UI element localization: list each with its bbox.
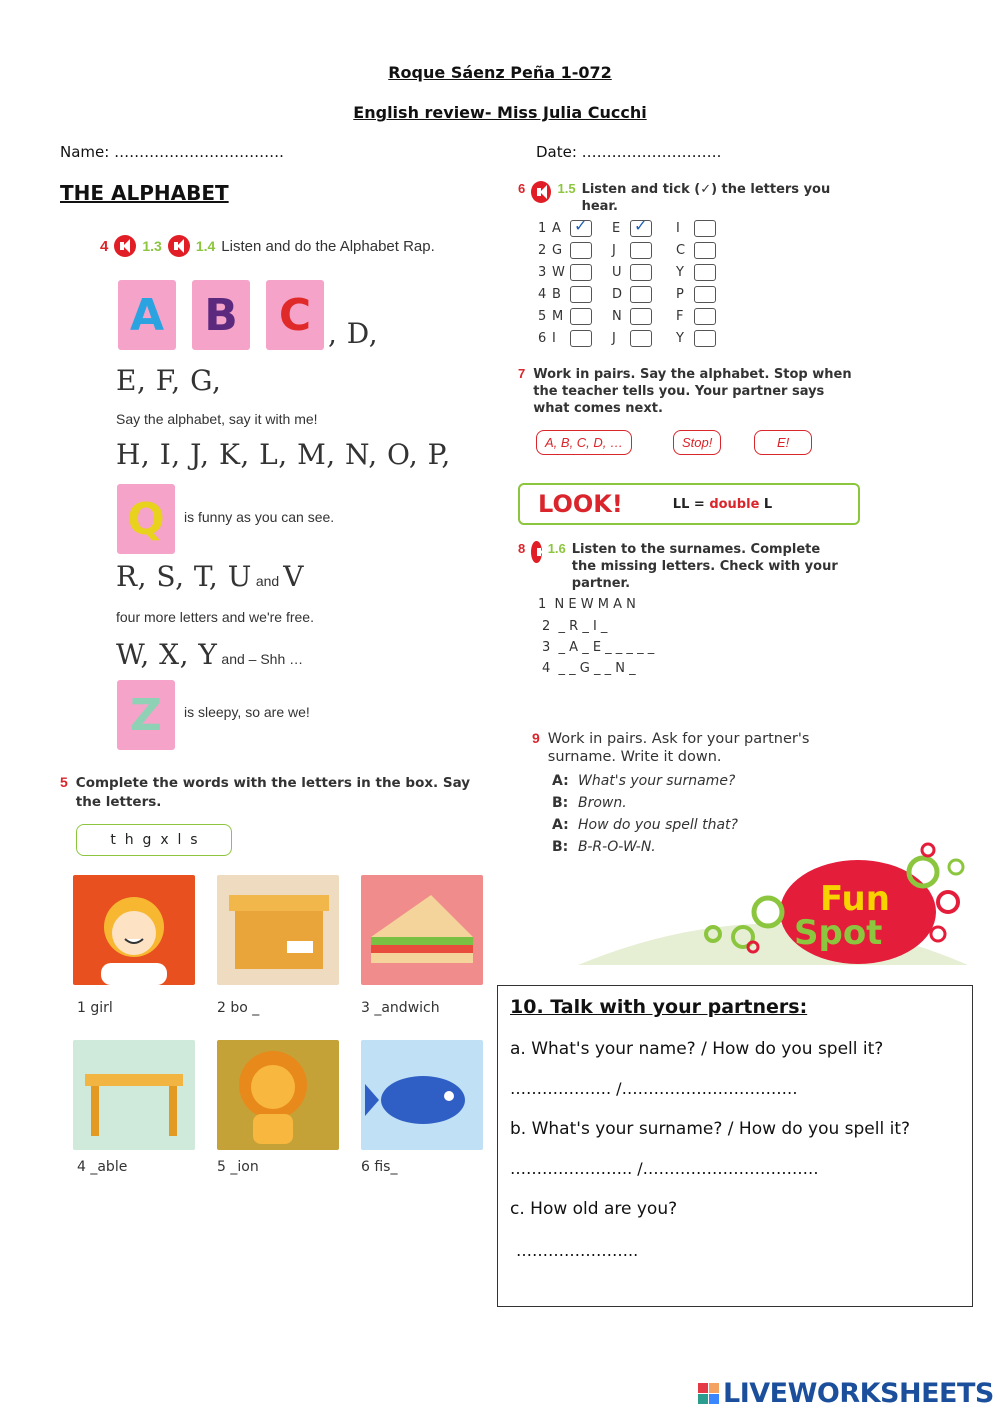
rap-line3: Say the alphabet, say it with me! — [116, 411, 318, 427]
table-picture — [73, 1040, 195, 1150]
tick-row-label: J — [612, 330, 616, 346]
rap-line7: four more letters and we're free. — [116, 609, 314, 625]
tick-checkbox[interactable] — [570, 286, 592, 303]
lion-picture — [217, 1040, 339, 1150]
item6-caption: 6 fis_ — [361, 1159, 398, 1175]
tick-row-label: B — [552, 286, 561, 302]
tick-checkbox[interactable] — [694, 308, 716, 325]
letters-box: t h g x l s — [76, 824, 232, 856]
look-note-c: L — [759, 496, 773, 512]
tick-row-label: A — [552, 220, 561, 236]
ex7-instruction: Work in pairs. Say the alphabet. Stop when the teacher tells you. Your partner says what comes next. — [533, 367, 852, 416]
tick-row-label: 1 — [538, 220, 547, 236]
ex8-instruction: Listen to the surnames. Complete the missing letters. Check with your partner. — [571, 542, 838, 591]
surname-item-1: 1 N E W M A N — [538, 597, 636, 612]
ex10-question-a: a. What's your name? / How do you spell it? — [510, 1039, 884, 1059]
dialogue-speaker: B: — [552, 839, 569, 855]
item5-caption: 5 _ion — [217, 1159, 259, 1175]
look-note — [673, 497, 772, 512]
ex10-question-b: b. What's your surname? / How do you spell it? — [510, 1119, 911, 1139]
tick-row-label: 5 — [538, 308, 547, 324]
speaker-icon[interactable] — [114, 235, 136, 257]
ex5-instruction: Complete the words with the letters in the box. Say the letters. — [75, 775, 471, 810]
ex4-track2: 1.4 — [195, 238, 216, 254]
rap-line6-letters: R, S, T, U — [116, 560, 252, 593]
rap-line8-shh: and – Shh … — [221, 651, 304, 667]
tick-checkbox[interactable] — [630, 242, 652, 259]
tick-row — [538, 261, 716, 283]
tick-row-label: E — [612, 220, 621, 236]
ex10-answer-a[interactable]: ………………. /…………………………… — [510, 1079, 798, 1098]
tick-row-label: Y — [676, 330, 684, 346]
dialogue-line — [552, 816, 738, 838]
course-title: English review- Miss Julia Cucchi — [353, 103, 647, 122]
tick-row — [538, 283, 716, 305]
tick-row-label: D — [612, 286, 623, 302]
girl-picture — [73, 875, 195, 985]
ex5-header — [60, 774, 480, 812]
look-note-a: LL = — [672, 496, 710, 512]
tick-row-label: J — [612, 242, 616, 258]
dialogue-text: What's your surname? — [578, 773, 736, 789]
tick-row-label: I — [676, 220, 680, 236]
fun-spot-line1: Fun — [820, 879, 890, 919]
rap-line1-tail: , D, — [328, 317, 379, 350]
rap-line5: is funny as you can see. — [184, 509, 335, 525]
ex4-track1: 1.3 — [142, 238, 162, 254]
speaker-icon[interactable] — [531, 181, 551, 203]
ex7-number: 7 — [518, 366, 526, 381]
ex10-question-c: c. How old are you? — [510, 1199, 678, 1219]
sandwich-picture — [361, 875, 483, 985]
footer-logo — [698, 1378, 994, 1409]
dialogue-text: B-R-O-W-N. — [578, 839, 656, 855]
rap-line6 — [116, 560, 304, 593]
ex10-answer-b[interactable]: ………………….. /…………………………… — [510, 1159, 819, 1178]
tick-checkbox[interactable] — [570, 242, 592, 259]
tick-row-label: 4 — [538, 286, 547, 302]
rap-line1 — [118, 280, 378, 350]
ex9-header — [532, 730, 882, 766]
school-title: Roque Sáenz Peña 1-072 — [388, 63, 612, 82]
ex10-box — [497, 985, 973, 1307]
ex6-grid — [538, 217, 716, 349]
ex8-track: 1.6 — [547, 541, 566, 556]
footer-brand: LIVEWORKSHEETS — [723, 1378, 994, 1409]
box-picture — [217, 875, 339, 985]
item1-caption: 1 girl — [77, 1000, 113, 1016]
dialogue-text: Brown. — [578, 795, 627, 811]
tick-row — [538, 239, 716, 261]
ex6-header — [518, 181, 848, 215]
surname-item-3: 3 _ A _ E _ _ _ _ _ — [542, 640, 655, 655]
look-note-b: double — [709, 496, 760, 512]
ex4-number: 4 — [100, 237, 109, 255]
tick-row-label: U — [612, 264, 622, 280]
dialogue-text: How do you spell that? — [578, 817, 738, 833]
tick-row-label: W — [552, 264, 565, 280]
dialogue-speaker: B: — [552, 795, 569, 811]
fun-spot-logo — [578, 842, 968, 967]
tick-row-label: F — [676, 308, 684, 324]
tick-checkbox[interactable] — [694, 220, 716, 237]
ex7-header — [518, 366, 858, 417]
tick-checkbox[interactable] — [630, 220, 652, 237]
dialogue-speaker: A: — [552, 817, 569, 833]
liveworksheets-icon — [698, 1383, 719, 1404]
letter-b-character: B — [192, 280, 250, 350]
ex9-instruction: Work in pairs. Ask for your partner's surname. Write it down. — [547, 731, 810, 765]
tick-row — [538, 305, 716, 327]
item4-caption: 4 _able — [77, 1159, 128, 1175]
tick-checkbox[interactable] — [570, 220, 592, 237]
letter-a-character: A — [118, 280, 176, 350]
tick-checkbox[interactable] — [694, 264, 716, 281]
speech-bubble-stop: Stop! — [673, 430, 721, 455]
rap-line6-and: and — [255, 573, 280, 589]
ex4-header — [100, 235, 435, 257]
tick-checkbox[interactable] — [694, 286, 716, 303]
tick-checkbox[interactable] — [694, 242, 716, 259]
tick-row-label: P — [676, 286, 684, 302]
fish-picture — [361, 1040, 483, 1150]
tick-checkbox[interactable] — [630, 330, 652, 347]
tick-row — [538, 327, 716, 349]
letter-c-character: C — [266, 280, 324, 350]
tick-row-label: G — [552, 242, 563, 258]
speech-bubble-alphabet: A, B, C, D, … — [536, 430, 632, 455]
tick-row — [538, 217, 716, 239]
dialogue-speaker: A: — [552, 773, 569, 789]
ex8-number: 8 — [518, 541, 526, 556]
tick-checkbox[interactable] — [570, 264, 592, 281]
ex6-instruction: Listen and tick (✓) the letters you hear. — [581, 182, 831, 214]
speaker-icon[interactable] — [168, 235, 190, 257]
tick-checkbox[interactable] — [570, 330, 592, 347]
surname-item-2: 2 _ R _ I _ — [542, 619, 608, 634]
surname-item-4: 4 _ _ G _ _ N _ — [542, 661, 636, 676]
tick-checkbox[interactable] — [630, 264, 652, 281]
tick-checkbox[interactable] — [630, 286, 652, 303]
tick-row-label: M — [552, 308, 564, 324]
rap-line8 — [116, 638, 303, 671]
tick-row-label: 6 — [538, 330, 547, 346]
dialogue-line — [552, 794, 738, 816]
tick-checkbox[interactable] — [570, 308, 592, 325]
tick-row-label: 3 — [538, 264, 547, 280]
tick-row-label: 2 — [538, 242, 547, 258]
rap-line9: is sleepy, so are we! — [184, 704, 310, 720]
rap-line2: E, F, G, — [116, 364, 222, 397]
speech-bubble-answer: E! — [754, 430, 812, 455]
ex10-title: 10. Talk with your partners: — [510, 996, 808, 1018]
tick-checkbox[interactable] — [630, 308, 652, 325]
ex8-header — [518, 541, 848, 592]
tick-row-label: I — [552, 330, 556, 346]
section-title: THE ALPHABET — [60, 181, 229, 205]
tick-row-label: N — [612, 308, 622, 324]
ex6-number: 6 — [518, 181, 526, 196]
item2-caption: 2 bo _ — [217, 1000, 260, 1016]
letter-q-character: Q — [117, 484, 175, 554]
rap-line4: H, I, J, K, L, M, N, O, P, — [116, 438, 451, 471]
ex6-track: 1.5 — [557, 181, 576, 196]
ex10-answer-c[interactable]: ………………….. — [516, 1241, 639, 1260]
rap-line6-v: V — [283, 560, 304, 593]
ex9-number: 9 — [532, 730, 540, 746]
tick-checkbox[interactable] — [694, 330, 716, 347]
item3-caption: 3 _andwich — [361, 1000, 440, 1016]
ex4-instruction: Listen and do the Alphabet Rap. — [221, 237, 435, 255]
rap-line8-letters: W, X, Y — [116, 638, 218, 671]
tick-row-label: Y — [676, 264, 684, 280]
speaker-icon[interactable] — [531, 541, 541, 563]
fun-spot-line2: Spot — [794, 913, 883, 953]
name-field[interactable]: Name: ……………………………. — [60, 143, 284, 161]
letter-z-character: Z — [117, 680, 175, 750]
look-box — [518, 483, 860, 525]
date-field[interactable]: Date: ………………………. — [536, 143, 722, 161]
look-word: LOOK! — [538, 490, 623, 518]
dialogue-line — [552, 772, 738, 794]
ex5-number: 5 — [60, 774, 68, 790]
tick-row-label: C — [676, 242, 686, 258]
